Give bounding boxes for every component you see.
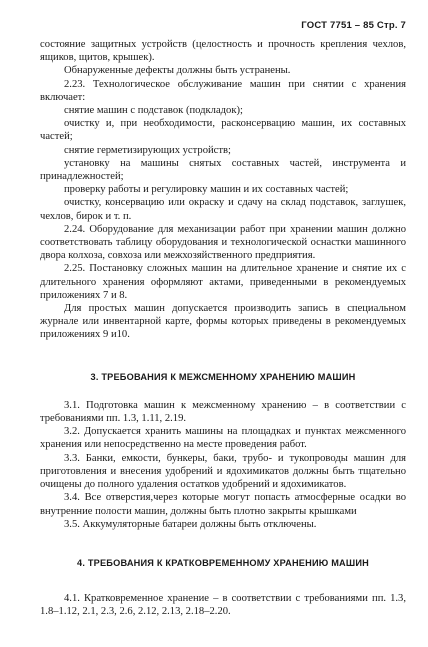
list-item: очистку и, при необходимости, расконсервацию машин, их составных частей; [40, 118, 406, 143]
paragraph: 3.4. Все отверстия,через которые могут попасть атмосферные осадки во внутренние полости машин, должны быть плотно закрыты крышками [40, 492, 406, 517]
paragraph: 3.1. Подготовка машин к межсменному хранению – в соответствии с требованиями пп. 1.3, 1.11, 2.19. [40, 399, 406, 425]
paragraph: 3.3. Банки, емкости, бункеры, баки, трубо- и тукопроводы машин для приготовления и внесения удобрений и ядохимикатов должны быть тщательно очищены до полного удаления остатков удобрений и ядохимикатов. [40, 452, 406, 491]
list-item: очистку, консервацию или окраску и сдачу на склад подставок, заглушек, чехлов, бирок и т. п. [40, 197, 406, 222]
paragraph: 3.5. Аккумуляторные батареи должны быть отключены. [64, 518, 317, 530]
paragraph: 2.25. Постановку сложных машин на длительное хранение и снятие их с длительного хранения оформляют актами, приведенными в рекомендуемых приложениях 7 и 8. [40, 263, 406, 301]
list-item: установку на машины снятых составных частей, инструмента и принадлежностей; [40, 157, 406, 183]
list-item: проверку работы и регулировку машин и их составных частей; [64, 184, 349, 196]
list-item: снятие герметизирующих устройств; [64, 144, 231, 156]
paragraph: Для простых машин допускается производить запись в специальном журнале или инвентарной карте, формы которых приведены в рекомендуемых приложениях 9 и10. [40, 303, 406, 341]
paragraph: 3.2. Допускается хранить машины на площадках и пунктах межсменного хранения или непосредственно на месте проведения работ. [40, 426, 406, 451]
list-item: снятие машин с подставок (подкладок); [64, 105, 243, 117]
paragraph: Обнаруженные дефекты должны быть устранены. [64, 65, 291, 77]
section-heading: 4. ТРЕБОВАНИЯ К КРАТКОВРЕМЕННОМУ ХРАНЕНИЮ МАШИН [77, 557, 369, 568]
section-heading: 3. ТРЕБОВАНИЯ К МЕЖСМЕННОМУ ХРАНЕНИЮ МАШИН [90, 371, 356, 382]
paragraph: 2.24. Оборудование для механизации работ при хранении машин должно соответствовать таблицу оборудования и технологической оснастки машинного двора колхоза, совхоза или межхозяйственного предприятия. [40, 223, 406, 262]
paragraph: состояние защитных устройств (целостность и прочность крепления чехлов, ящиков, щитов, крышек). [40, 39, 406, 64]
paragraph: 2.23. Технологическое обслуживание машин при снятии с хранения включает: [40, 78, 406, 103]
document-body [40, 38, 406, 619]
page-header: ГОСТ 7751 – 85 Стр. 7 [301, 20, 406, 31]
paragraph: 4.1. Кратковременное хранение – в соответствии с требованиями пп. 1.3, 1.8–1.12, 2.1, 2.3, 2.6, 2.12, 2.13, 2.18–2.20. [40, 593, 406, 618]
